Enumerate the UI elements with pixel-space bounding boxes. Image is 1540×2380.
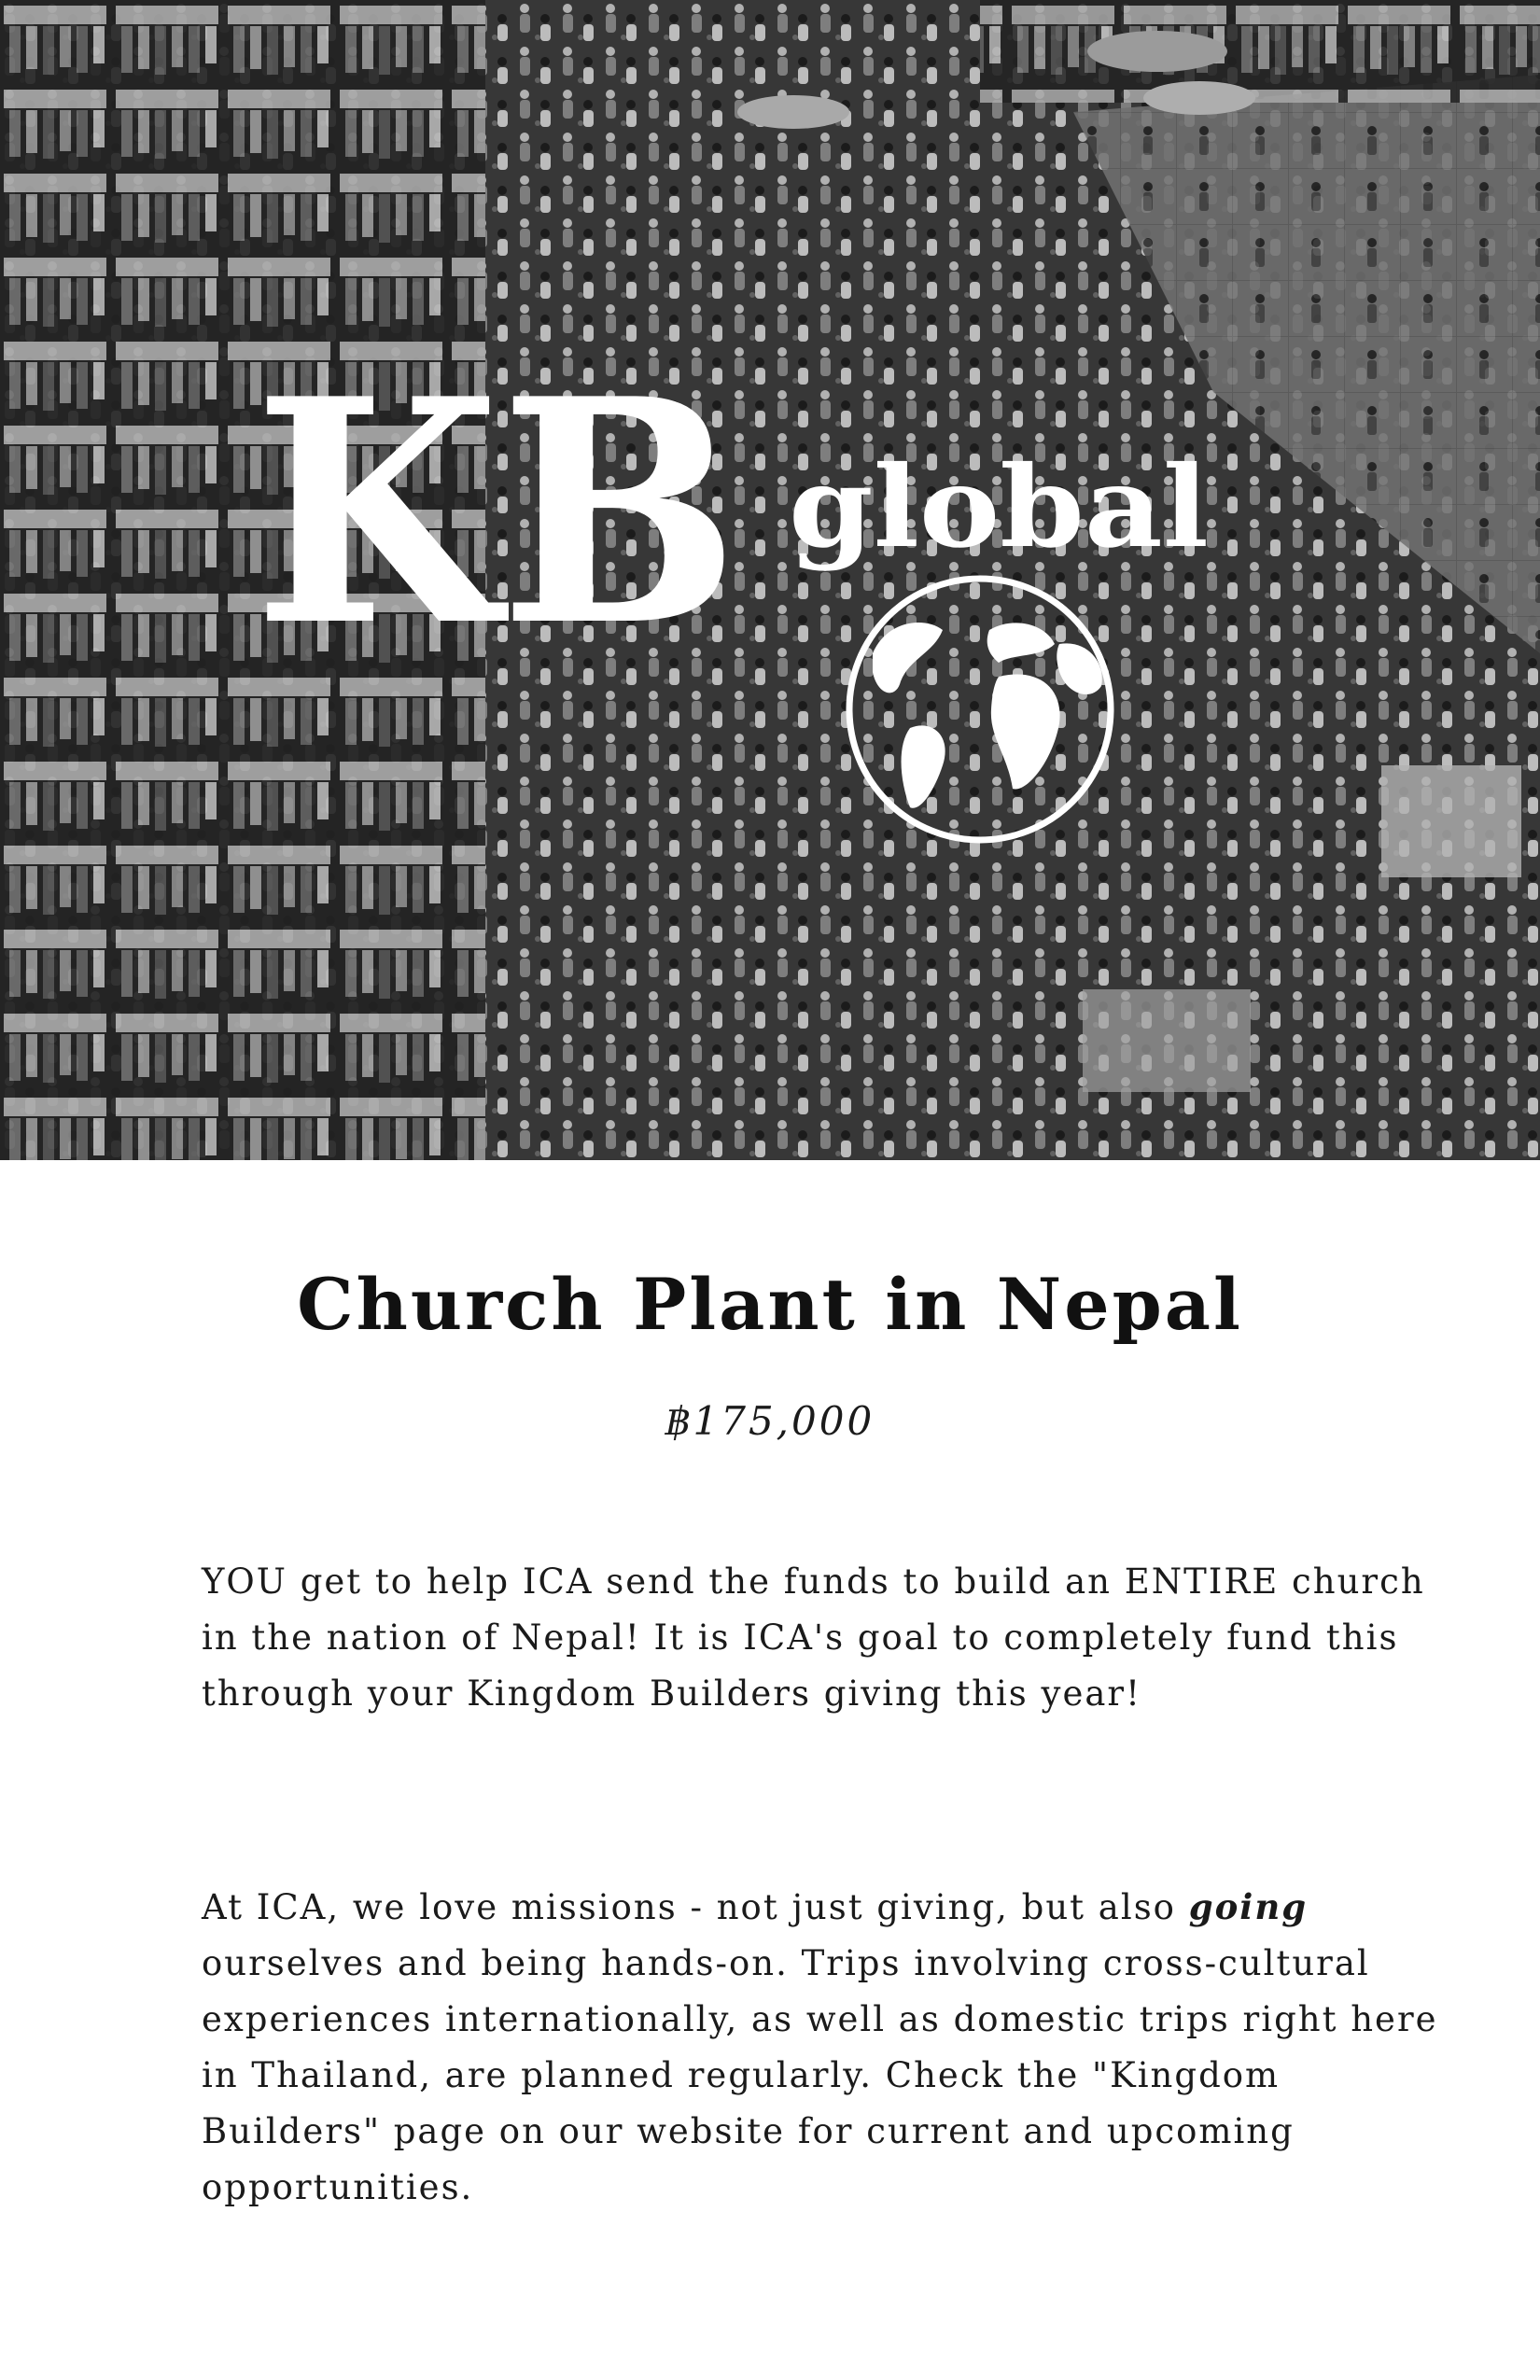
logo-kb-text: KB [254,331,739,693]
missions-paragraph [202,1879,1443,2216]
hero-banner [0,0,1540,1160]
article-content [0,1160,1540,2380]
missions-paragraph-end: ourselves and being hands-on. Trips involving cross-cultural experiences internationally, as well as domestic trips right here in Thailand, are planned regularly. Check the "Kingdom Builders" page on our website for current and upcoming opportunities. [202,1943,1438,2207]
missions-paragraph-start: At ICA, we love missions - not just giving, but also [202,1887,1189,1927]
page-title: Church Plant in Nepal [297,1263,1243,1346]
project-price: ฿175,000 [665,1398,875,1444]
logo-global-text: global [789,441,1209,573]
missions-paragraph-emphasis: going [1188,1886,1309,1927]
market-photo [0,0,1540,1160]
intro-paragraph: YOU get to help ICA send the funds to build an ENTIRE church in the nation of Nepal! It is ICA's goal to completely fund this through your Kingdom Builders giving this year! [202,1561,1425,1714]
